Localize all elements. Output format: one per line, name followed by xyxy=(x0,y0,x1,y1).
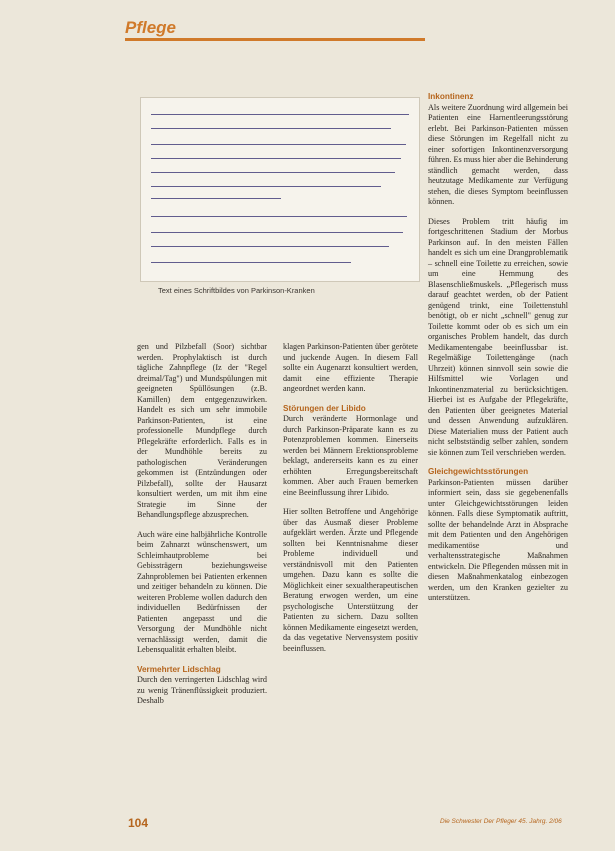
paragraph: Auch wäre eine halbjährliche Kontrolle beim Zahnarzt wünschenswert, um Schleimhautprobleme bei Gebissträgern beziehungsweise Zahnproblemen bei Patienten erkennen und zeitiger behandeln zu können. Die weiteren Probleme wollen dadurch den individuellen Bedürfnissen der Patienten angepasst und die Versorgung der Mundhöhle nicht vernachlässigt werden, damit die Lebensqualität erhalten bleibt. xyxy=(137,529,267,654)
header-rule xyxy=(125,38,425,41)
paragraph: Durch den verringerten Lidschlag wird zu wenig Tränenflüssigkeit produziert. Deshalb xyxy=(137,675,267,705)
figure-caption: Text eines Schriftbildes von Parkinson-Kranken xyxy=(158,286,315,295)
paragraph: Hier sollten Betroffene und Angehörige über das Ausmaß dieser Probleme aufgeklärt werden. Ärzte und Pflegende sollten bei Kenntnisnahme dieser Probleme individuell und verständnisvoll mit den Patienten umgehen. Dazu kann es sollte die Möglichkeit einer sexualtherapeutischen Beratung erwogen werden, um eine psychologische Unterstützung der Patienten zu sichern. Dazu sollten können Medikamente eingesetzt werden, da das vegetative Nervensystem positiv beeinflussen. xyxy=(283,507,418,653)
paragraph: Als weitere Zuordnung wird allgemein bei Patienten eine Harnentleerungsstörung erlebt. Bei Parkinson-Patienten müssen diese Störungen im Regelfall nicht zu einer sofortigen Inkontinenzversorgung führen. Es muss hier aber die Behinderung ständlich gemacht werden, dass heutzutage Medikamente zur Verfügung stehen, die dieses Symptom beeinflussen können. xyxy=(428,102,568,206)
column-2 xyxy=(283,342,418,663)
page-number: 104 xyxy=(128,816,149,830)
subheading: Vermehrter Lidschlag xyxy=(137,664,221,674)
paragraph: klagen Parkinson-Patienten über gerötete und juckende Augen. In diesem Fall sollte ein Augenarzt konsultiert werden, damit eine effiziente Therapie angeordnet werden kann. xyxy=(283,342,418,393)
column-1 xyxy=(137,342,267,716)
paragraph: gen und Pilzbefall (Soor) sichtbar werden. Prophylaktisch ist durch tägliche Zahnpflege (Iz der "Regel dreimal/Tag") und Mundspülungen mit geeigneten Spüllösungen (z.B. Kamillen) dem entgegenzuwirken. Handelt es sich um sehr immobile Parkinson-Patienten, ist eine professionelle Mundpflege durch Pflegekräfte erforderlich. Falls es in der Mundhöhle bereits zu pathologischen Veränderungen gekommen ist (Entzündungen oder Pilzbefall), sollte der Hausarzt konsultiert werden, um mit ihm eine Strategie im Sinne der Behandlungspflege abzusprechen. xyxy=(137,342,267,519)
subheading: Störungen der Libido xyxy=(283,403,366,413)
subheading: Inkontinenz xyxy=(428,92,474,101)
section-header: Pflege xyxy=(125,18,177,37)
handwriting-figure xyxy=(140,97,420,282)
column-3 xyxy=(428,92,568,613)
paragraph: Parkinson-Patienten müssen darüber informiert sein, dass sie gegebenenfalls unter Gleichgewichtsstörungen leiden können. Falls diese Symptomatik auftritt, sollte der behandelnde Arzt in Absprache mit dem Patienten und den Angehörigen medikamentöse und verhaltensstrategische Maßnahmen entwickeln. Die Pflegenden müssen mit in diesen Maßnahmenkatalog einbezogen werden, um den Kranken gezielter zu unterstützen. xyxy=(428,477,568,602)
journal-footer: Die Schwester Der Pfleger 45. Jahrg. 2/06 xyxy=(440,818,562,825)
paragraph: Dieses Problem tritt häufig im fortgeschrittenen Stadium der Morbus Parkinson auf. In den meisten Fällen handelt es sich um eine Drangproblematik – schnell eine Toilette zu erreichen, sowie um eine Hemmung des Blasenschließmuskels. „Pflegerisch muss darauf geachtet werden, ob der Patient genügend trinkt, eine Toilettenstuhl benötigt, ob er nicht „schnell" genug zur Toilette kommt oder ob es sich um ein organisches Problem handelt, das durch Medikamentengabe beeinflussbar ist. Regelmäßige Toilettengänge (nach Uhrzeit) können sinnvoll sein sowie die Hilfsmittel wie Vorlagen und Inkontinenzmaterial zu berücksichtigen. Hierbei ist es Aufgabe der Pflegekräfte, den Patienten über geeignetes Material und dessen Anwendung aufzuklären. Diese Materialien muss der Patient auch nicht selbstständig selber zahlen, sondern sie können zum Teil verschrieben werden. xyxy=(428,216,568,457)
paragraph: Durch veränderte Hormonlage und durch Parkinson-Präparate kann es zu Potenzproblemen kommen. Einerseits werden bei Männern Erektionsprobleme beklagt, andererseits kann es zu einer erhöhten Erregungsbereitschaft kommen. Aber auch Frauen bemerken eine Beeinflussung ihrer Libido. xyxy=(283,414,418,497)
subheading: Gleichgewichtsstörungen xyxy=(428,467,529,476)
